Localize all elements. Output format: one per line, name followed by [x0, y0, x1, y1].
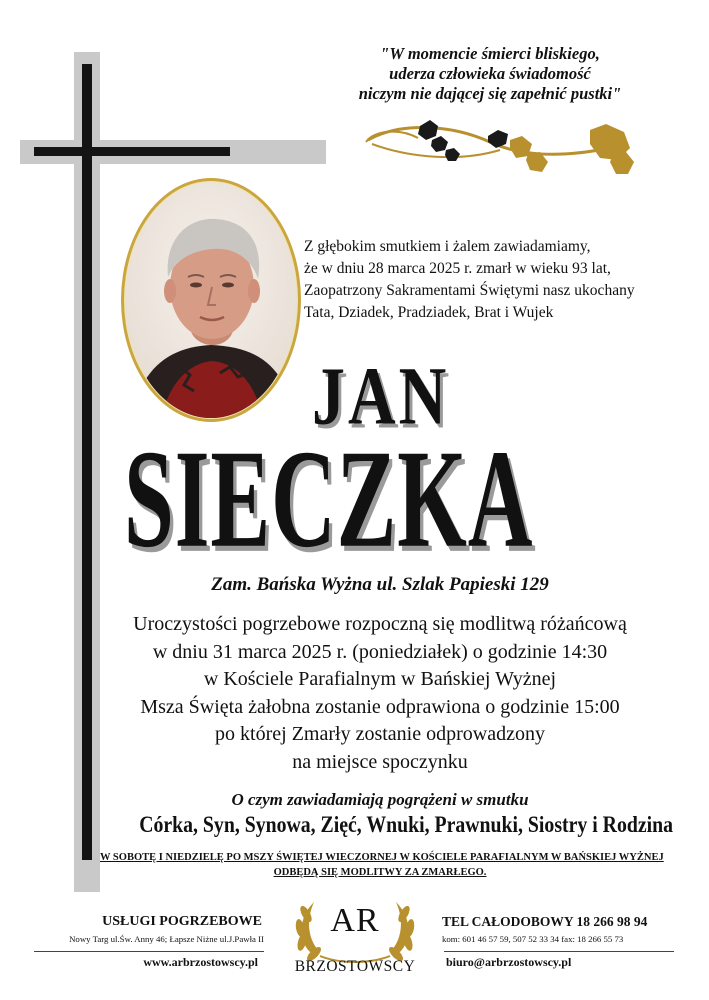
mourners-list: Córka, Syn, Synowa, Zięć, Wnuki, Prawnuki, Siostry i Rodzina: [139, 812, 674, 837]
quote: [300, 44, 680, 104]
quote-line: "W momencie śmierci bliskiego,: [380, 44, 600, 63]
announcement-intro: [304, 236, 684, 324]
phone-24h: TEL CAŁODOBOWY 18 266 98 94: [442, 914, 648, 929]
phone-mobile-fax: kom: 601 46 57 59, 507 52 33 34 fax: 18 266 55 73: [442, 934, 624, 944]
notice-line: W SOBOTĘ I NIEDZIELĘ PO MSZY ŚWIĘTEJ WIECZORNEJ W KOŚCIELE PARAFIALNYM W BAŃSKIEJ WYŻNEJ: [100, 852, 664, 863]
ceremony-details: [100, 611, 660, 776]
email-link[interactable]: biuro@arbrzostowscy.pl: [446, 955, 572, 969]
prayer-notice: [100, 850, 664, 880]
funeral-services-address: Nowy Targ ul.Św. Anny 46; Łapsze Niżne ul.J.Pawła II: [69, 934, 264, 944]
deceased-address: Zam. Bańska Wyżna ul. Szlak Papieski 129: [211, 574, 549, 595]
website-link[interactable]: www.arbrzostowscy.pl: [143, 955, 258, 969]
portrait-photo: [120, 177, 302, 423]
logo-name: BRZOSTOWSCY: [294, 958, 416, 975]
ceremony-line: w Kościele Parafialnym w Bańskiej Wyżnej: [203, 668, 557, 690]
footer-divider: [34, 951, 264, 952]
ceremony-line: po której Zmarły zostanie odprowadzony: [215, 723, 545, 745]
deceased-last-name: SIECZKA: [124, 422, 534, 577]
ceremony-line: w dniu 31 marca 2025 r. (poniedziałek) o godzinie 14:30: [152, 640, 608, 663]
cross-icon-crossbar: [34, 147, 230, 156]
ceremony-line: Uroczystości pogrzebowe rozpoczną się modlitwą różańcową: [133, 613, 627, 635]
cross-icon: [82, 64, 92, 860]
deceased-first-name: JAN: [312, 351, 450, 443]
intro-line: Z głębokim smutkiem i żalem zawiadamiamy,: [304, 238, 591, 255]
mourners-intro: O czym zawiadamiają pogrążeni w smutku: [231, 790, 529, 809]
ceremony-line: na miejsce spoczynku: [292, 750, 468, 773]
logo-letters: AR: [330, 902, 380, 939]
intro-line: Tata, Dziadek, Pradziadek, Brat i Wujek: [304, 304, 554, 321]
funeral-services-title: USŁUGI POGRZEBOWE: [102, 914, 262, 929]
intro-line: Zaopatrzony Sakramentami Świętymi nasz ukochany: [304, 282, 635, 299]
notice-line: ODBĘDĄ SIĘ MODLITWY ZA ZMARŁEGO.: [273, 867, 487, 878]
quote-line: niczym nie dającej się zapełnić pustki": [358, 84, 622, 103]
intro-line: że w dniu 28 marca 2025 r. zmarł w wieku 93 lat,: [304, 260, 611, 277]
footer-divider: [444, 951, 674, 952]
quote-line: uderza człowieka świadomość: [389, 64, 591, 83]
leaf-vine-ornament-icon: [360, 118, 650, 182]
ceremony-line: Msza Święta żałobna zostanie odprawiona o godzinie 15:00: [140, 695, 620, 718]
